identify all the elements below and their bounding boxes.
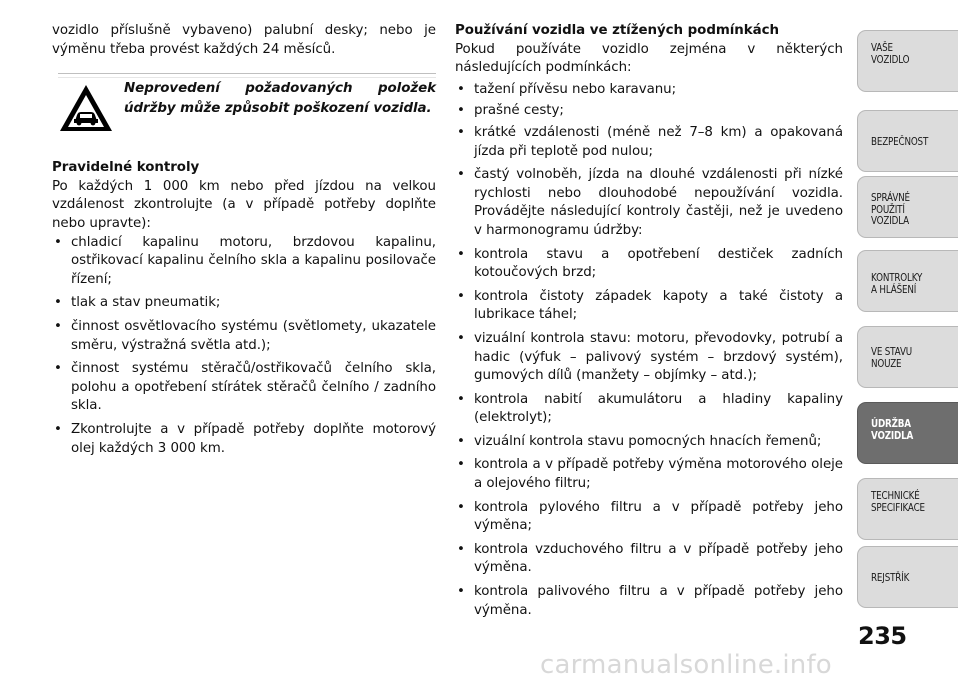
tab-label: TECHNICKÉ SPECIFIKACE	[871, 491, 925, 514]
list-item: • kontrola stavu a opotřebení destiček zadních kotoučových brzd;	[455, 246, 843, 283]
tab-ve-stavu-nouze[interactable]	[857, 326, 958, 388]
warning-text: Neprovedení požadovaných položek údržby může způsobit poškození vozidla.	[124, 81, 436, 117]
tab-rejstrik[interactable]	[857, 546, 958, 608]
right-column	[455, 22, 843, 625]
tab-kontrolky[interactable]	[857, 250, 958, 312]
list-item: • častý volnoběh, jízda na dlouhé vzdálenosti při nízké rychlosti nebo dlouhodobé nepoužívání vozidla. Provádějte následující kontroly častěji, než je uvedeno v harmonogramu údržby:	[455, 166, 843, 240]
warning-rule-top	[58, 73, 436, 74]
list-item: • tažení přívěsu nebo karavanu;	[455, 81, 843, 100]
warning-triangle-car-icon	[58, 83, 114, 133]
tab-label: SPRÁVNÉ POUŽITÍ VOZIDLA	[871, 193, 910, 228]
list-item: • kontrola palivového filtru a v případě potřeby jeho výměna.	[455, 583, 843, 620]
warning-rule-shadow	[58, 77, 436, 78]
tab-label: ÚDRŽBA VOZIDLA	[871, 419, 914, 442]
tab-label: KONTROLKY A HLÁŠENÍ	[871, 273, 923, 296]
left-column	[52, 22, 436, 463]
tab-label: BEZPEČNOST	[871, 137, 929, 148]
tab-label: REJSTŘÍK	[871, 573, 910, 584]
list-item: • Zkontrolujte a v případě potřeby doplňte motorový olej každých 3 000 km.	[52, 421, 436, 458]
list-item: • vizuální kontrola stavu pomocných hnacích řemenů;	[455, 433, 843, 452]
severe-conditions-paragraph: Pokud používáte vozidlo zejména v některých následujících podmínkách:	[455, 41, 843, 76]
list-item: • činnost systému stěračů/ostřikovačů čelního skla, polohu a opotřebení stírátek stěračů čelního / zadního skla.	[52, 360, 436, 416]
warning-box	[52, 73, 436, 159]
watermark: carmanualsonline.info	[540, 650, 832, 680]
list-item: • kontrola čistoty západek kapoty a také čistoty a lubrikace táhel;	[455, 288, 843, 325]
intro-paragraph: vozidlo příslušně vybaveno) palubní desky; nebo je výměnu třeba provést každých 24 měsíců.	[52, 23, 436, 57]
list-item: • kontrola a v případě potřeby výměna motorového oleje a olejového filtru;	[455, 456, 843, 493]
list-item: • kontrola pylového filtru a v případě potřeby jeho výměna;	[455, 499, 843, 536]
list-item: • kontrola nabití akumulátoru a hladiny kapaliny (elektrolyt);	[455, 391, 843, 428]
tab-spravne-pouziti[interactable]	[857, 176, 958, 238]
tab-label: VE STAVU NOUZE	[871, 347, 913, 370]
regular-checks-paragraph: Po každých 1 000 km nebo před jízdou na velkou vzdálenost zkontrolujte (a v případě potřeby doplňte nebo upravte):	[52, 178, 436, 231]
severe-conditions-list	[455, 81, 843, 620]
tab-technicke-specifikace[interactable]	[857, 478, 958, 540]
list-item: • tlak a stav pneumatik;	[52, 294, 436, 313]
tab-bezpecnost[interactable]	[857, 110, 958, 172]
section-tabs	[857, 0, 960, 678]
list-item: • činnost osvětlovacího systému (světlomety, ukazatele směru, výstražná světla atd.);	[52, 318, 436, 355]
list-item: • prašné cesty;	[455, 102, 843, 121]
section-heading-severe-conditions: Používání vozidla ve ztížených podmínkách	[455, 23, 780, 38]
tab-vase-vozidlo[interactable]	[857, 30, 958, 92]
regular-checks-list	[52, 234, 436, 459]
list-item: • vizuální kontrola stavu: motoru, převodovky, potrubí a hadic (výfuk – palivový systém – brzdový systém), gumových dílů (manžety – objímky – atd.);	[455, 330, 843, 386]
tab-label: VAŠE VOZIDLO	[871, 43, 910, 66]
tab-udrzba-vozidla[interactable]	[857, 402, 958, 464]
list-item: • krátké vzdálenosti (méně než 7–8 km) a opakovaná jízda při teplotě pod nulou;	[455, 124, 843, 161]
page-number: 235	[858, 622, 907, 650]
section-heading-regular-checks: Pravidelné kontroly	[52, 160, 200, 176]
list-item: • chladicí kapalinu motoru, brzdovou kapalinu, ostřikovací kapalinu čelního skla a kapalinu posilovače řízení;	[52, 234, 436, 290]
list-item: • kontrola vzduchového filtru a v případě potřeby jeho výměna.	[455, 541, 843, 578]
